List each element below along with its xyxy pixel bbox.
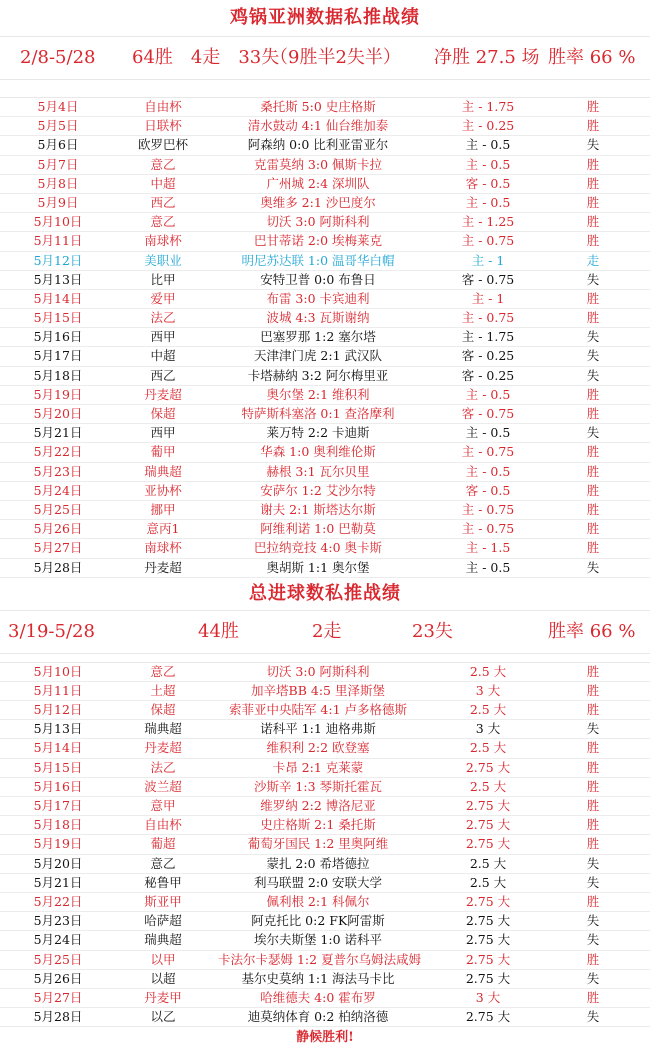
section2-date-range: 3/19-5/28 xyxy=(8,620,95,642)
section1-title: 鸡锅亚洲数据私推战绩 xyxy=(230,7,420,28)
row-league: 南球杯 xyxy=(144,233,182,249)
row-date: 5月10日 xyxy=(33,663,83,679)
row-league: 丹麦超 xyxy=(144,386,182,402)
row-result: 胜 xyxy=(586,482,600,498)
row-date: 5月19日 xyxy=(33,386,83,402)
row-league: 西甲 xyxy=(150,425,176,441)
row-date: 5月25日 xyxy=(33,951,83,967)
row-match: 谢夫 2:1 斯塔达尔斯 xyxy=(260,501,376,517)
row-league: 保超 xyxy=(150,406,176,421)
row-match: 巴塞罗那 1:2 塞尔塔 xyxy=(260,329,376,345)
row-league: 美职业 xyxy=(144,252,182,268)
row-league: 比甲 xyxy=(150,271,176,287)
row-line: 主 - 0.5 xyxy=(465,463,511,479)
row-match: 卡法尔卡瑟姆 1:2 夏普尔乌姆法咸姆 xyxy=(218,951,422,967)
table-row xyxy=(0,175,650,194)
row-result: 失 xyxy=(586,855,600,871)
row-league: 丹麦超 xyxy=(144,559,182,575)
table-row xyxy=(0,213,650,232)
table-row xyxy=(0,482,650,501)
row-result: 胜 xyxy=(586,118,600,134)
row-date: 5月14日 xyxy=(33,740,83,756)
row-match: 莱万特 2:2 卡迪斯 xyxy=(266,425,370,441)
row-league: 意乙 xyxy=(150,855,176,871)
row-result: 胜 xyxy=(586,521,600,537)
row-match: 巴拉纳竞技 4:0 奥卡斯 xyxy=(253,540,383,556)
row-line: 主 - 0.5 xyxy=(465,156,511,172)
row-date: 5月12日 xyxy=(33,252,83,268)
row-line: 主 - 0.5 xyxy=(465,194,511,210)
row-line: 主 - 1.75 xyxy=(461,99,515,114)
row-match: 阿克托比 0:2 FK阿雷斯 xyxy=(251,913,385,929)
row-line: 客 - 0.25 xyxy=(461,367,515,383)
footer-slogan: 静候胜利! xyxy=(296,1030,354,1046)
row-result: 失 xyxy=(586,425,600,441)
row-date: 5月13日 xyxy=(33,721,83,737)
row-date: 5月21日 xyxy=(33,425,83,441)
row-match: 卡塔赫纳 3:2 阿尔梅里亚 xyxy=(247,367,389,383)
row-result: 胜 xyxy=(586,759,600,775)
row-league: 秘鲁甲 xyxy=(144,874,182,890)
row-result: 胜 xyxy=(586,406,600,421)
row-match: 基尔史莫纳 1:1 海法马卡比 xyxy=(241,970,395,986)
row-league: 以超 xyxy=(150,970,176,986)
row-result: 失 xyxy=(586,874,600,890)
row-match: 奥维多 2:1 沙巴度尔 xyxy=(260,194,376,210)
row-league: 意丙1 xyxy=(146,521,180,537)
row-line: 2.75 大 xyxy=(465,893,511,909)
table-row xyxy=(0,386,650,405)
row-result: 失 xyxy=(586,348,600,364)
row-match: 加辛塔BB 4:5 里泽斯堡 xyxy=(251,682,385,698)
row-date: 5月16日 xyxy=(33,778,83,794)
table-row xyxy=(0,797,650,816)
row-line: 2.75 大 xyxy=(465,798,511,813)
row-match: 史庄格斯 2:1 桑托斯 xyxy=(260,817,376,833)
row-date: 5月26日 xyxy=(33,970,83,986)
section1-summary xyxy=(0,36,650,80)
table-row xyxy=(0,117,650,136)
spacer-row xyxy=(0,654,650,663)
row-result: 失 xyxy=(586,932,600,948)
table-row xyxy=(0,309,650,328)
row-date: 5月6日 xyxy=(37,137,79,153)
row-league: 哈萨超 xyxy=(144,913,182,929)
row-league: 欧罗巴杯 xyxy=(137,137,188,153)
table-row xyxy=(0,912,650,931)
table-row xyxy=(0,559,650,578)
row-league: 以甲 xyxy=(150,951,176,967)
table-row xyxy=(0,290,650,309)
row-match: 华森 1:0 奥利维伦斯 xyxy=(260,444,376,460)
row-match: 安萨尔 1:2 艾沙尔特 xyxy=(260,482,376,498)
row-date: 5月9日 xyxy=(37,194,79,210)
row-line: 3 大 xyxy=(475,989,501,1005)
row-line: 主 - 1.25 xyxy=(461,214,515,230)
row-result: 胜 xyxy=(586,702,600,718)
row-date: 5月28日 xyxy=(33,1009,83,1025)
spacer-row xyxy=(0,80,650,98)
row-line: 主 - 0.75 xyxy=(461,310,515,326)
table-row xyxy=(0,328,650,347)
row-date: 5月22日 xyxy=(33,893,83,909)
row-line: 2.75 大 xyxy=(465,836,511,852)
row-league: 西甲 xyxy=(150,329,176,345)
row-line: 2.5 大 xyxy=(469,855,507,871)
table-row xyxy=(0,663,650,682)
row-league: 挪甲 xyxy=(150,501,176,517)
row-line: 3 大 xyxy=(475,682,501,698)
table-row xyxy=(0,252,650,271)
row-line: 客 - 0.5 xyxy=(465,482,511,498)
row-league: 保超 xyxy=(150,702,176,718)
row-date: 5月20日 xyxy=(33,855,83,871)
row-match: 天津津门虎 2:1 武汉队 xyxy=(253,348,383,364)
row-result: 胜 xyxy=(586,156,600,172)
row-match: 特萨斯科塞洛 0:1 查洛摩利 xyxy=(241,406,395,421)
table-row xyxy=(0,816,650,835)
row-date: 5月21日 xyxy=(33,874,83,890)
row-match: 索菲亚中央陆军 4:1 卢多格德斯 xyxy=(228,702,408,718)
row-date: 5月23日 xyxy=(33,463,83,479)
table-row xyxy=(0,232,650,251)
section2-win-rate: 胜率 66 % xyxy=(548,620,636,642)
row-date: 5月26日 xyxy=(33,521,83,537)
row-match: 奥胡斯 1:1 奥尔堡 xyxy=(266,559,370,575)
row-match: 巴甘蒂诺 2:0 埃梅莱克 xyxy=(253,233,383,249)
row-line: 2.75 大 xyxy=(465,759,511,775)
row-date: 5月16日 xyxy=(33,329,83,345)
total-goals-section xyxy=(0,578,650,1049)
row-result: 胜 xyxy=(586,740,600,756)
row-result: 胜 xyxy=(586,463,600,479)
row-league: 法乙 xyxy=(150,759,176,775)
row-date: 5月13日 xyxy=(33,271,83,287)
row-league: 自由杯 xyxy=(144,99,182,114)
table-row xyxy=(0,835,650,854)
row-league: 意乙 xyxy=(150,663,176,679)
row-match: 奥尔堡 2:1 维积利 xyxy=(266,386,370,402)
row-league: 西乙 xyxy=(150,194,176,210)
row-league: 自由杯 xyxy=(144,817,182,833)
table-row xyxy=(0,739,650,758)
section1-net-wins: 净胜 27.5 场 xyxy=(434,47,540,68)
row-league: 土超 xyxy=(150,682,176,698)
row-match: 克雷莫纳 3:0 佩斯卡拉 xyxy=(253,156,383,172)
row-result: 胜 xyxy=(586,778,600,794)
table-row xyxy=(0,424,650,443)
row-date: 5月19日 xyxy=(33,836,83,852)
row-league: 西乙 xyxy=(150,367,176,383)
table-row xyxy=(0,463,650,482)
row-date: 5月11日 xyxy=(33,233,83,249)
row-result: 胜 xyxy=(586,989,600,1005)
row-line: 2.75 大 xyxy=(465,1009,511,1025)
row-line: 主 - 0.5 xyxy=(465,425,511,441)
row-result: 胜 xyxy=(586,682,600,698)
row-line: 2.75 大 xyxy=(465,932,511,948)
row-match: 葡萄牙国民 1:2 里奥阿维 xyxy=(247,836,389,852)
section1-date-range: 2/8-5/28 xyxy=(20,47,96,68)
row-line: 主 - 1.5 xyxy=(465,540,511,556)
row-league: 爱甲 xyxy=(150,290,176,306)
section2-summary xyxy=(0,610,650,654)
table-row xyxy=(0,759,650,778)
row-match: 明尼苏达联 1:0 温哥华白帽 xyxy=(241,252,395,268)
row-league: 丹麦超 xyxy=(144,740,182,756)
row-match: 切沃 3:0 阿斯科利 xyxy=(266,214,370,230)
row-match: 阿维利诺 1:0 巴勒莫 xyxy=(260,521,376,537)
row-line: 主 - 0.5 xyxy=(465,386,511,402)
row-result: 走 xyxy=(586,252,600,268)
row-result: 失 xyxy=(586,367,600,383)
row-match: 哈维德夫 4:0 霍布罗 xyxy=(260,989,376,1005)
row-line: 2.75 大 xyxy=(465,970,511,986)
row-match: 赫根 3:1 瓦尔贝里 xyxy=(266,463,370,479)
row-line: 2.75 大 xyxy=(465,951,511,967)
row-line: 客 - 0.75 xyxy=(461,271,515,287)
row-result: 胜 xyxy=(586,893,600,909)
row-result: 失 xyxy=(586,913,600,929)
row-line: 主 - 0.75 xyxy=(461,501,515,517)
row-line: 主 - 1.75 xyxy=(461,329,515,345)
row-result: 胜 xyxy=(586,817,600,833)
row-match: 卡昂 2:1 克莱蒙 xyxy=(272,759,364,775)
section2-losses: 23失 xyxy=(412,620,453,642)
row-result: 胜 xyxy=(586,99,600,114)
row-result: 失 xyxy=(586,137,600,153)
row-league: 意乙 xyxy=(150,156,176,172)
row-date: 5月20日 xyxy=(33,406,83,421)
row-match: 维罗纳 2:2 博洛尼亚 xyxy=(260,798,376,813)
row-date: 5月4日 xyxy=(37,99,79,114)
row-match: 诺科平 1:1 迪格弗斯 xyxy=(260,721,376,737)
row-line: 2.5 大 xyxy=(469,663,507,679)
row-league: 波兰超 xyxy=(144,778,182,794)
table-row xyxy=(0,367,650,386)
row-result: 失 xyxy=(586,559,600,575)
row-date: 5月17日 xyxy=(33,348,83,364)
row-line: 2.5 大 xyxy=(469,874,507,890)
row-result: 胜 xyxy=(586,290,600,306)
row-line: 2.5 大 xyxy=(469,778,507,794)
table-row xyxy=(0,539,650,558)
table-row xyxy=(0,701,650,720)
row-match: 切沃 3:0 阿斯科利 xyxy=(266,663,370,679)
table-row xyxy=(0,855,650,874)
row-league: 斯亚甲 xyxy=(144,893,182,909)
table-row xyxy=(0,893,650,912)
row-result: 失 xyxy=(586,721,600,737)
row-result: 胜 xyxy=(586,444,600,460)
row-result: 胜 xyxy=(586,540,600,556)
section1-half-record: （9胜半2失半） xyxy=(270,47,401,68)
row-date: 5月17日 xyxy=(33,798,83,813)
table-row xyxy=(0,874,650,893)
section1-record: 64胜 4走 33失 xyxy=(132,47,280,68)
row-date: 5月23日 xyxy=(33,913,83,929)
row-date: 5月12日 xyxy=(33,702,83,718)
section2-pushes: 2走 xyxy=(312,620,342,642)
row-match: 迪莫纳体育 0:2 柏纳洛德 xyxy=(247,1009,389,1025)
table-row xyxy=(0,989,650,1008)
row-line: 主 - 0.75 xyxy=(461,233,515,249)
row-league: 意乙 xyxy=(150,214,176,230)
row-date: 5月10日 xyxy=(33,214,83,230)
row-result: 胜 xyxy=(586,836,600,852)
row-result: 胜 xyxy=(586,194,600,210)
table-row xyxy=(0,405,650,424)
row-result: 胜 xyxy=(586,798,600,813)
row-date: 5月15日 xyxy=(33,310,83,326)
row-result: 失 xyxy=(586,1009,600,1025)
row-result: 胜 xyxy=(586,175,600,191)
row-result: 失 xyxy=(586,271,600,287)
row-match: 利马联盟 2:0 安联大学 xyxy=(253,874,383,890)
table-row xyxy=(0,1008,650,1027)
row-result: 失 xyxy=(586,329,600,345)
table-row xyxy=(0,443,650,462)
row-league: 法乙 xyxy=(150,310,176,326)
row-league: 亚协杯 xyxy=(144,482,182,498)
table-row xyxy=(0,951,650,970)
row-line: 客 - 0.25 xyxy=(461,348,515,364)
row-date: 5月25日 xyxy=(33,501,83,517)
row-result: 胜 xyxy=(586,386,600,402)
row-line: 主 - 0.5 xyxy=(465,559,511,575)
table-row xyxy=(0,501,650,520)
table-row xyxy=(0,720,650,739)
table-row xyxy=(0,194,650,213)
row-match: 蒙扎 2:0 希塔德拉 xyxy=(266,855,370,871)
row-date: 5月24日 xyxy=(33,932,83,948)
row-line: 主 - 1 xyxy=(471,290,505,306)
row-match: 安特卫普 0:0 布鲁日 xyxy=(260,271,376,287)
row-date: 5月22日 xyxy=(33,444,83,460)
row-date: 5月18日 xyxy=(33,817,83,833)
table-row xyxy=(0,931,650,950)
row-league: 丹麦甲 xyxy=(144,989,182,1005)
row-line: 客 - 0.5 xyxy=(465,175,511,191)
row-league: 日联杯 xyxy=(144,118,182,134)
section2-title: 总进球数私推战绩 xyxy=(249,582,401,604)
row-match: 维积利 2:2 欧登塞 xyxy=(266,740,370,756)
row-league: 瑞典超 xyxy=(144,932,182,948)
row-league: 南球杯 xyxy=(144,540,182,556)
row-result: 胜 xyxy=(586,501,600,517)
row-date: 5月28日 xyxy=(33,559,83,575)
row-date: 5月8日 xyxy=(37,175,79,191)
table-row xyxy=(0,520,650,539)
row-match: 波城 4:3 瓦斯谢纳 xyxy=(266,310,370,326)
row-line: 主 - 0.75 xyxy=(461,444,515,460)
row-result: 胜 xyxy=(586,233,600,249)
row-result: 胜 xyxy=(586,663,600,679)
section1-win-rate: 胜率 66 % xyxy=(548,47,636,68)
row-match: 佩利根 2:1 科佩尔 xyxy=(266,893,370,909)
row-line: 主 - 0.25 xyxy=(461,118,515,134)
row-result: 胜 xyxy=(586,214,600,230)
table-row xyxy=(0,778,650,797)
row-match: 布雷 3:0 卡宾迪利 xyxy=(266,290,370,306)
table-row xyxy=(0,98,650,117)
row-result: 失 xyxy=(586,970,600,986)
row-date: 5月5日 xyxy=(37,118,79,134)
row-league: 葡超 xyxy=(150,836,176,852)
table-row xyxy=(0,682,650,701)
row-line: 3 大 xyxy=(475,721,501,737)
table-row xyxy=(0,271,650,290)
row-date: 5月14日 xyxy=(33,290,83,306)
row-match: 桑托斯 5:0 史庄格斯 xyxy=(260,99,376,114)
row-date: 5月27日 xyxy=(33,540,83,556)
row-date: 5月24日 xyxy=(33,482,83,498)
row-date: 5月15日 xyxy=(33,759,83,775)
row-line: 客 - 0.75 xyxy=(461,406,515,421)
row-line: 2.75 大 xyxy=(465,817,511,833)
row-line: 主 - 1 xyxy=(471,252,505,268)
table-row xyxy=(0,136,650,155)
row-date: 5月7日 xyxy=(37,156,79,172)
table-row xyxy=(0,347,650,366)
row-league: 意甲 xyxy=(150,798,176,813)
row-match: 广州城 2:4 深圳队 xyxy=(266,175,370,191)
row-date: 5月18日 xyxy=(33,367,83,383)
row-result: 胜 xyxy=(586,951,600,967)
table-row xyxy=(0,156,650,175)
row-date: 5月11日 xyxy=(33,682,83,698)
section1-table xyxy=(0,98,650,578)
row-match: 阿森纳 0:0 比利亚雷亚尔 xyxy=(247,137,389,153)
row-date: 5月27日 xyxy=(33,989,83,1005)
row-league: 瑞典超 xyxy=(144,721,182,737)
row-line: 2.5 大 xyxy=(469,702,507,718)
row-line: 2.75 大 xyxy=(465,913,511,929)
row-result: 胜 xyxy=(586,310,600,326)
row-league: 中超 xyxy=(150,348,176,364)
row-line: 2.5 大 xyxy=(469,740,507,756)
row-league: 以乙 xyxy=(150,1009,176,1025)
row-league: 中超 xyxy=(150,175,176,191)
row-line: 主 - 0.75 xyxy=(461,521,515,537)
row-line: 主 - 0.5 xyxy=(465,137,511,153)
row-match: 沙斯辛 1:3 琴斯托霍瓦 xyxy=(253,778,383,794)
section2-wins: 44胜 xyxy=(198,620,239,642)
row-match: 清水鼓动 4:1 仙台维加泰 xyxy=(247,118,389,134)
row-league: 瑞典超 xyxy=(144,463,182,479)
row-match: 埃尔夫斯堡 1:0 诺科平 xyxy=(253,932,383,948)
row-league: 葡甲 xyxy=(150,444,176,460)
